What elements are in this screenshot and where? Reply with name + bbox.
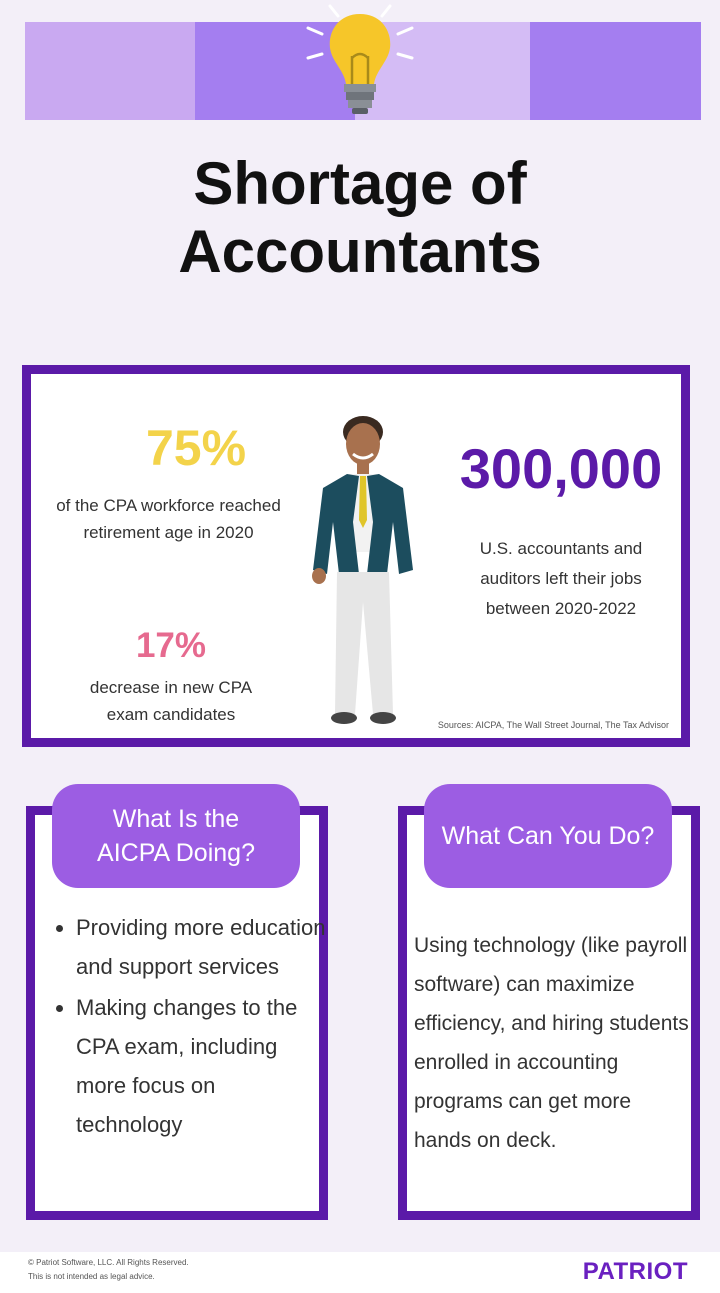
copyright-text: © Patriot Software, LLC. All Rights Reserved. bbox=[28, 1258, 189, 1267]
stat-retirement-value: 75% bbox=[145, 420, 247, 476]
aicpa-heading-text: What Is the AICPA Doing? bbox=[97, 805, 255, 867]
stat-decrease-value: 17% bbox=[135, 626, 207, 665]
banner-segment bbox=[25, 22, 195, 120]
you-heading bbox=[424, 784, 672, 888]
title-line-1: Shortage of bbox=[193, 150, 527, 217]
stat-retirement-description: of the CPA workforce reached retirement age in 2020 bbox=[56, 496, 281, 542]
disclaimer-text: This is not intended as legal advice. bbox=[28, 1272, 155, 1281]
patriot-logo: PATRIOT bbox=[582, 1258, 688, 1285]
list-item: • Providing more education and support services bbox=[76, 908, 326, 986]
aicpa-list bbox=[50, 908, 326, 1146]
you-heading-text: What Can You Do? bbox=[441, 822, 655, 850]
footer bbox=[0, 1252, 720, 1293]
banner-segment bbox=[530, 22, 701, 120]
aicpa-heading bbox=[52, 784, 300, 888]
stat-left-jobs-description: U.S. accountants and auditors left their jobs between 2020-2022 bbox=[479, 539, 643, 618]
sources-note: Sources: AICPA, The Wall Street Journal, The Tax Advisor bbox=[437, 720, 669, 730]
page-title bbox=[0, 150, 720, 286]
businessman-illustration bbox=[303, 402, 423, 732]
list-item: • Making changes to the CPA exam, including more focus on technology bbox=[76, 988, 326, 1144]
title-line-2: Accountants bbox=[178, 218, 542, 285]
stat-decrease-description: decrease in new CPA exam candidates bbox=[89, 678, 253, 724]
statistics-panel bbox=[22, 365, 690, 747]
you-description: Using technology (like payroll software) can maximize efficiency, and hiring students enrolled in accounting programs can get more hands on deck. bbox=[414, 934, 689, 1152]
lightbulb-icon bbox=[300, 0, 420, 128]
stat-left-jobs-value: 300,000 bbox=[459, 437, 663, 500]
